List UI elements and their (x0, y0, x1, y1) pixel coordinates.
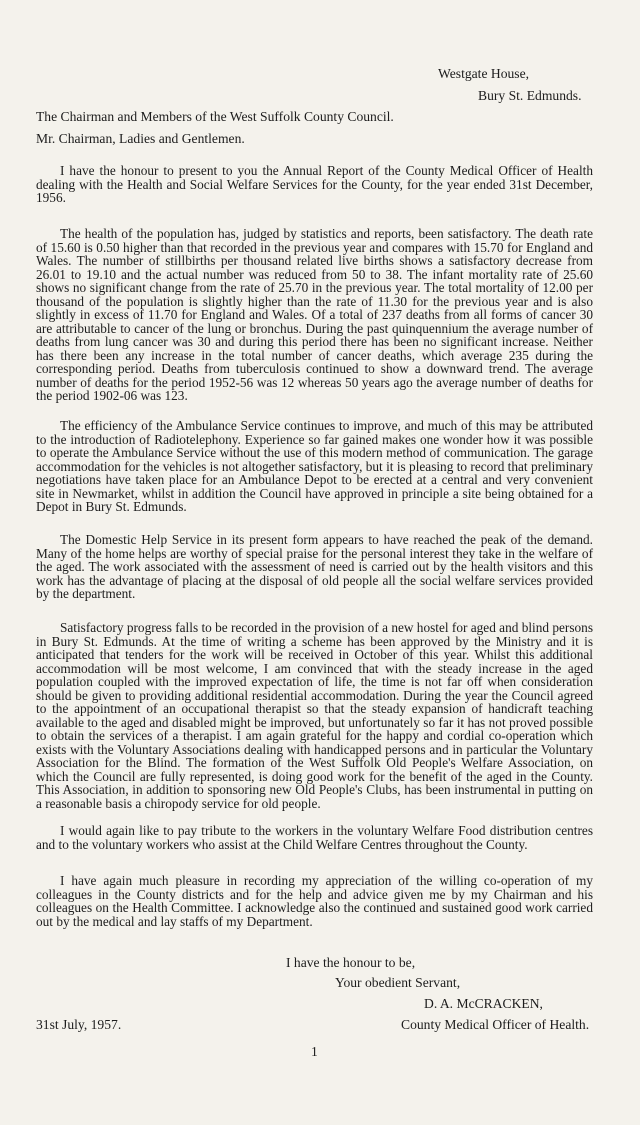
closing-line-2: Your obedient Servant, (335, 975, 461, 990)
paragraph-report-intro: I have the honour to present to you the Annual Report of the County Medical Officer of Health dealing with the Health and Social Welfare Services for the County, for the year ended 31st December, 1956. (36, 163, 593, 205)
paragraph-health-statistics: The health of the population has, judged by statistics and reports, been satisfactory. The death rate of 15.60 is 0.50 higher than that recorded in the previous year and compares with 15.70 for England and Wales. The number of stillbirths per thousand related live births shows a satisfactory decrease from 26.01 to 19.10 and the actual number was reduced from 50 to 38. The infant mortality rate of 25.60 shows no significant change from the rate of 25.70 in the previous year. The total mortality of 12.00 per thousand of the population is slightly higher than the rate of 11.30 for the previous year and is also slightly in excess of 11.70 for England and Wales. Of a total of 237 deaths from all forms of cancer 30 are attributable to cancer of the lung or bronchus. During the past quinquennium the average number of deaths from lung cancer was 30 and during this period there has been no significant increase. Neither has there been any increase in the total number of cancer deaths, which average 235 during the corresponding period. Deaths from tuberculosis continued to show a downward trend. The average number of deaths for the period 1952-56 was 12 whereas 50 years ago the average number of deaths for the period 1902-06 was 123. (36, 226, 593, 403)
letter-date: 31st July, 1957. (36, 1017, 122, 1032)
addressee: The Chairman and Members of the West Suffolk County Council. (36, 109, 394, 124)
salutation: Mr. Chairman, Ladies and Gentlemen. (36, 131, 245, 146)
page-number: 1 (311, 1044, 318, 1059)
paragraph-hostel-welfare: Satisfactory progress falls to be recorded in the provision of a new hostel for aged and blind persons in Bury St. Edmunds. At the time of writing a scheme has been approved by the Ministry and it is anticipated that tenders for the work will be received in October of this year. Whilst this additional accommodation will be most welcome, I am convinced that with the steady increase in the aged population coupled with the improved expectation of life, the time is not far off when consideration should be given to providing additional residential accommodation. During the year the Council agreed to the appointment of an occupational therapist so that the steady expansion of handicraft teaching available to the aged and disabled might be improved, but unfortunately so far it has not proved possible to obtain the services of a therapist. I am again grateful for the happy and cordial co-operation which exists with the Voluntary Associations dealing with handicapped persons and in particular the Voluntary Association for the Blind. The formation of the West Suffolk Old People's Welfare Association, on which the Council are fully represented, is doing good work for the benefit of the aged in the County. This Association, in addition to sponsoring new Old People's Clubs, has been instrumental in putting on a reasonable basis a chiropody service for old people. (36, 620, 593, 811)
signature-name: D. A. McCRACKEN, (424, 996, 543, 1011)
paragraph-domestic-help: The Domestic Help Service in its present form appears to have reached the peak of the demand. Many of the home helps are worthy of special praise for the personal interest they take in the welfare of the aged. The work associated with the assessment of need is carried out by the health visitors and this work has the advantage of placing at the disposal of old people all the social welfare services provided by the department. (36, 532, 593, 601)
paragraph-appreciation: I have again much pleasure in recording my appreciation of the willing co-operation of my colleagues in the County districts and for the help and advice given me by my Chairman and his colleagues on the Health Committee. I acknowledge also the continued and sustained good work carried out by the medical and lay staffs of my Department. (36, 873, 593, 929)
closing-line-1: I have the honour to be, (286, 955, 416, 970)
address-line-2: Bury St. Edmunds. (478, 88, 582, 103)
address-line-1: Westgate House, (438, 66, 530, 81)
signature-title: County Medical Officer of Health. (401, 1017, 590, 1032)
paragraph-welfare-food-tribute: I would again like to pay tribute to the workers in the voluntary Welfare Food distribution centres and to the voluntary workers who assist at the Child Welfare Centres throughout the County. (36, 823, 593, 852)
paragraph-ambulance-service: The efficiency of the Ambulance Service continues to improve, and much of this may be attributed to the introduction of Radiotelephony. Experience so far gained makes one wonder how it was possible to operate the Ambulance Service without the use of this modern method of communication. The garage accommodation for the vehicles is not altogether satisfactory, but it is pleasing to record that preliminary negotiations have taken place for an Ambulance Depot to be erected at a central and very convenient site in Newmarket, whilst in addition the Council have approved in principle a site being obtained for a Depot in Bury St. Edmunds. (36, 418, 593, 514)
